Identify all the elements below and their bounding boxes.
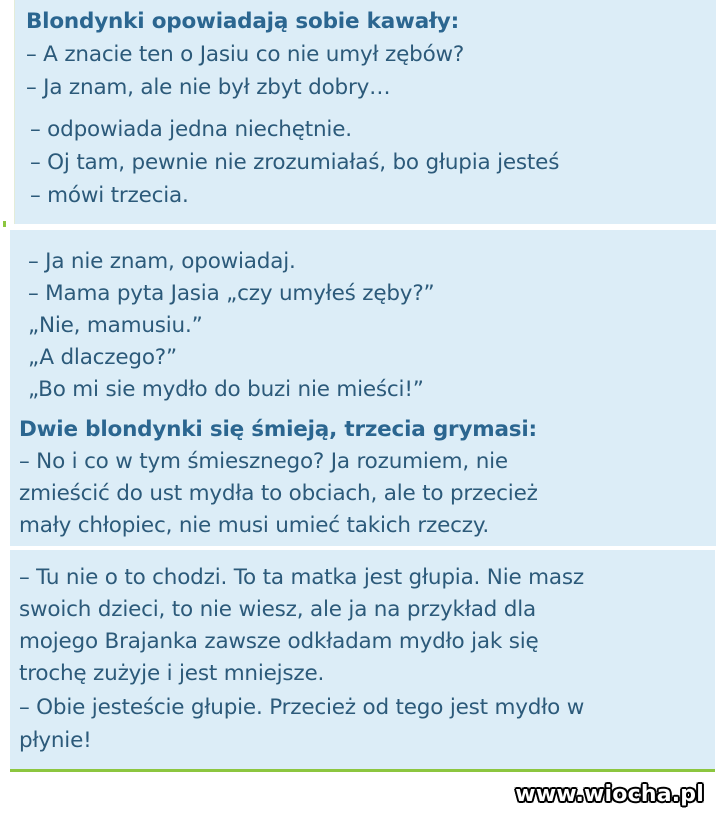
text-line: swoich dzieci, to nie wiesz, ale ja na przykład dla	[19, 597, 536, 622]
text-line: – Ja nie znam, opowiadaj.	[28, 249, 296, 274]
text-line: „A dlaczego?”	[28, 345, 177, 370]
text-line: trochę zużyje i jest mniejsze.	[19, 661, 325, 686]
text-line: – odpowiada jedna niechętnie.	[30, 117, 352, 142]
text-line: – Tu nie o to chodzi. To ta matka jest głupia. Nie masz	[19, 565, 584, 590]
text-line: – Ja znam, ale nie był zbyt dobry…	[26, 75, 391, 100]
text-line: – A znacie ten o Jasiu co nie umył zębów?	[26, 42, 465, 67]
text-line: „Nie, mamusiu.”	[28, 313, 203, 338]
text-line: – Mama pyta Jasia „czy umyłeś zęby?”	[28, 281, 435, 306]
text-line: „Bo mi sie mydło do buzi nie mieści!”	[28, 377, 424, 402]
text-line: – No i co w tym śmiesznego? Ja rozumiem, nie	[19, 449, 508, 474]
text-line: mały chłopiec, nie musi umieć takich rzeczy.	[19, 513, 489, 538]
text-line: – Oj tam, pewnie nie zrozumiałaś, bo głupia jesteś	[30, 150, 560, 175]
heading-1: Blondynki opowiadają sobie kawały:	[26, 9, 459, 34]
text-line: zmieścić do ust mydła to obciach, ale to przecież	[19, 481, 538, 506]
text-line: – Obie jesteście głupie. Przecież od tego jest mydło w	[19, 695, 585, 720]
text-line: płynie!	[19, 728, 92, 753]
heading-2: Dwie blondynki się śmieją, trzecia grymasi:	[19, 417, 537, 442]
text-line: – mówi trzecia.	[30, 183, 189, 208]
text-line: mojego Brajanka zawsze odkładam mydło jak się	[19, 629, 539, 654]
watermark: www.wiocha.pl	[515, 782, 704, 807]
accent-mark	[3, 221, 6, 227]
